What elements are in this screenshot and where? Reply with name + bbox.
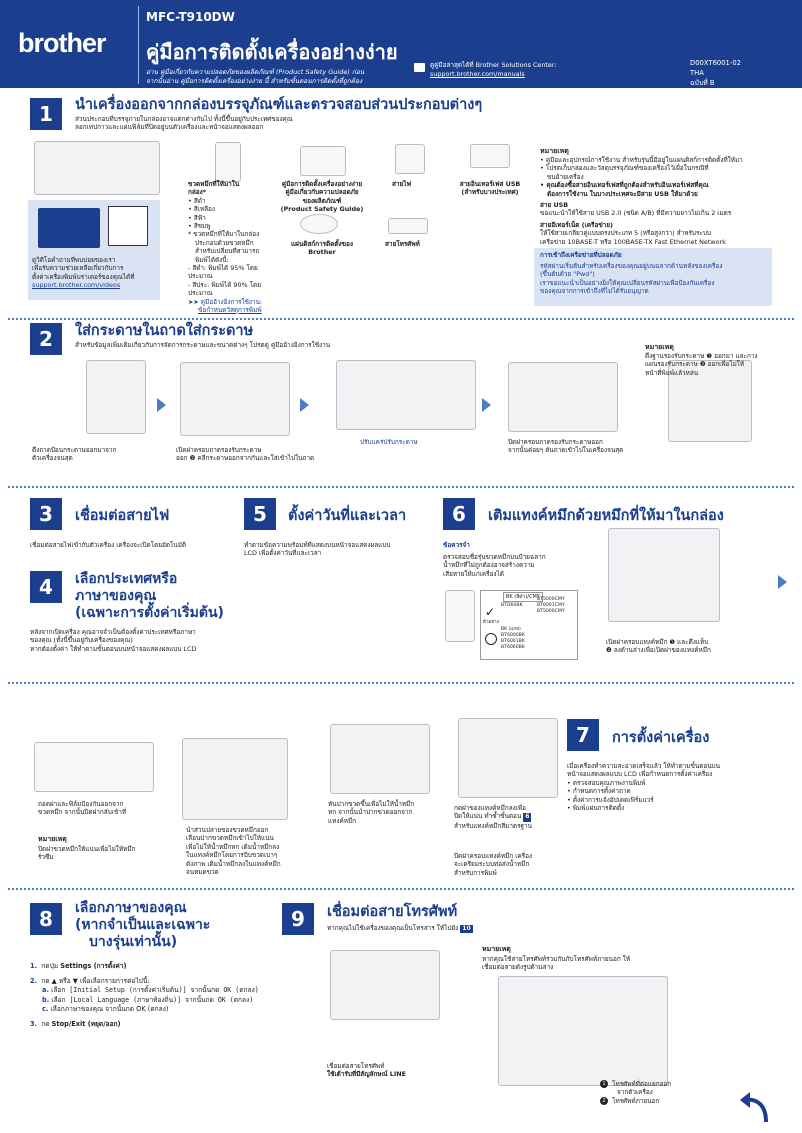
note-b3: • คุณต้องซื้อสายอินเทอร์เฟสที่ถูกต้องสำหรับอินเทอร์เฟสที่คุณ [540, 181, 709, 190]
step-9-desc [327, 924, 473, 933]
doc-version: ฉบับที่ B [690, 79, 715, 87]
ink-note-title: หมายเหตุ [38, 835, 67, 843]
step-9-title: เชื่อมต่อสายโทรศัพท์ [327, 904, 458, 920]
book-icon [414, 63, 425, 72]
ink-title-l1: ขวดหมึกที่ให้มาใน [188, 180, 240, 188]
step-4-number: 4 [30, 571, 62, 603]
ink-item-cyan: สีฟ้า [193, 213, 206, 222]
ink-item-magenta: สีชมพู [193, 222, 211, 231]
ink-cap2-l5: ดังภาพ เติมน้ำหมึกลงในแทงค์หมึก [186, 859, 281, 868]
legend-2 [600, 1097, 671, 1105]
power-cord-label: สายไฟ [392, 180, 411, 188]
ink-cap3-l2: หก จากนั้นนำปากขวดออกจาก [328, 808, 413, 817]
usb-label [455, 180, 525, 197]
phone-cord-label: สายโทรศัพท์ [385, 240, 420, 248]
printer-image [34, 141, 160, 195]
step-9-legend [600, 1080, 671, 1105]
page-title: คู่มือการติดตั้งเครื่องอย่างง่าย [146, 40, 398, 64]
arrow-right-icon [300, 398, 309, 412]
s4-desc-l1: หลังจากเปิดเครื่อง คุณอาจจำเป็นต้องตั้งค่าประเทศหรือภาษา [30, 628, 196, 636]
video-text [32, 256, 134, 290]
s9-desc-text: หากคุณไม่ใช้เครื่องของคุณเป็นโทรสาร ให้ไปยัง [327, 924, 459, 932]
note-b2-text: โปรดเก็บกล่องและวัสดุบรรจุภัณฑ์ของเครื่องไว้เผื่อในกรณีที่ [545, 164, 709, 173]
step-2-note-title: หมายเหตุ [645, 343, 674, 351]
ink-cap3-l3: แทงค์หมึก [328, 816, 357, 825]
phone-cord-image [388, 218, 428, 234]
usb-text: ขอแนะนำให้ใช้สาย USB 2.0 (ชนิด A/B) ที่มีความยาวไม่เกิน 2 เมตร [540, 209, 732, 218]
video-l1: ดูวิดีโอคำถามที่พบบ่อยของเรา [32, 256, 116, 264]
cap2-l1: เปิดฝาครอบถาดรองรับกระดาษ [176, 446, 262, 454]
guide-l4: (Product Safety Guide) [280, 205, 364, 214]
turn-page-arrow-icon[interactable] [736, 1090, 772, 1126]
ink-cap2-l1: นำส่วนปลายของขวดหมึกออก [186, 826, 269, 834]
ink-note-l1: * ขวดหมึกที่ให้มาในกล่อง [188, 230, 260, 239]
caution-l1: ตรวจสอบชื่อรุ่นขวดหมึกบนป้ายฉลาก [443, 553, 546, 561]
step-8-number: 8 [30, 903, 62, 935]
ink-note-l1: ปิดฝาขวดหมึกให้แน่นเพื่อไม่ให้หมึก [38, 845, 136, 853]
secure-heading: การเข้าถึงเครือข่ายที่ปลอดภัย [540, 251, 622, 259]
s8-step2a [30, 986, 259, 996]
s8-step1-a: กดปุ่ม [41, 962, 61, 970]
doc-info [690, 58, 741, 88]
eth-text-l2: เครือข่าย 10BASE-T หรือ 100BASE-TX Fast Ethernet Network [540, 237, 726, 246]
step-3-desc: เชื่อมต่อสายไฟเข้ากับตัวเครื่อง เครื่องจะเปิดโดยอัตโนมัติ [30, 541, 187, 549]
ink-bottle-label-image [445, 590, 475, 642]
s8-step1 [30, 962, 259, 972]
disc-image [300, 214, 338, 234]
s4-desc-l2: ของคุณ (ทั้งนี้ขึ้นอยู่กับเครื่องของคุณ) [30, 636, 133, 645]
ink-caption-1 [38, 800, 126, 817]
cap1-l1: ดึงถาดป้อนกระดาษออกมาจาก [32, 446, 117, 454]
step-1-note-title: หมายเหตุ [540, 147, 569, 155]
header-divider [138, 6, 139, 84]
subtitle-line-2: จากนั้นอ่าน คู่มือการติดตั้งเครื่องอย่างง่าย นี้ สำหรับขั้นตอนการติดตั้งที่ถูกต้อง [146, 77, 363, 85]
step-2-number: 2 [30, 323, 62, 355]
settings-button-label: Settings (การตั้งค่า) [60, 962, 127, 970]
s2-note-l2: แผ่นรองรับกระดาษ ❷ ออกเพื่อไม่ให้ [645, 360, 745, 369]
step-1-desc [75, 115, 293, 132]
s8-step2-n: 2. [30, 976, 38, 985]
shared-line-image [498, 976, 668, 1086]
caution-l2: น้ำหมึกที่ไม่ถูกต้องอาจสร้างความ [443, 561, 535, 570]
ink-note-l2: ประกอบด้วยขวดหมึก [195, 238, 254, 247]
usb-l2: (สำหรับบางประเทศ) [461, 188, 519, 197]
s8-step2-text: กด ▲ หรือ ▼ เพื่อเลือกรายการต่อไปนี้: [41, 976, 150, 985]
goto-step-badge[interactable]: 10 [462, 925, 471, 932]
ink-cap4-l2 [454, 812, 532, 821]
arrow-right-icon [778, 575, 787, 589]
step-6-image [608, 528, 720, 622]
check-icon: ✓ [485, 605, 496, 619]
caution-text [443, 553, 546, 578]
divider [8, 318, 794, 320]
s5-desc-l1: ทำตามข้อความพร้อมท์ที่แสดงบนหน้าจอแสดงผลแบบ [244, 541, 391, 549]
usb-cable-image [470, 144, 510, 168]
s9-cap-l2: ใช้เต้ารับที่มีสัญลักษณ์ LINE [327, 1070, 406, 1079]
step-1-desc-l1: ส่วนประกอบที่บรรจุภายในกล่องอาจแตกต่างกันไป ทั้งนี้ขึ้นอยู่กับประเทศของคุณ [75, 115, 293, 123]
eth-heading: สายอีเทอร์เน็ต (เครือข่าย) [540, 220, 613, 229]
secure-text [540, 262, 722, 296]
ok-code-4: BT5000CMY [537, 609, 565, 614]
label-example: ตัวอย่าง [483, 620, 499, 625]
secure-l2: (ขึ้นต้นด้วย "Pwd") [540, 270, 595, 279]
s8-title-l2: (หากจำเป็นและเฉพาะ [75, 917, 211, 933]
ink-remove-image [330, 724, 430, 794]
ink-caption-3 [328, 800, 414, 825]
s7-item-2: กำหนดการตั้งค่าถาด [572, 787, 631, 796]
s4-title-l1: เลือกประเทศหรือ [75, 571, 178, 587]
s7-item-4: พิมพ์แผ่นการติดตั้ง [572, 804, 625, 813]
ok-code-2: BT5000CMY [537, 597, 565, 602]
video-link[interactable]: support.brother.com/videos [32, 281, 121, 290]
ink-note-l3: สำหรับเปลี่ยนที่สามารถ [195, 247, 260, 256]
ink-caption-2 [186, 826, 281, 876]
power-cord-image [395, 144, 425, 174]
s7-item: • ตั้งค่าการแจ้งอัปเดตเฟิร์มแวร์ [567, 795, 654, 804]
step-2-title: ใส่กระดาษในถาดใส่กระดาษ [75, 323, 254, 339]
s8-title-l3: บางรุ่นเท่านั้น) [89, 934, 178, 950]
s8-title-l1: เลือกภาษาของคุณ [75, 900, 187, 916]
step-4-title [75, 571, 224, 622]
s7-desc-l1: เมื่อเครื่องทำความสะอาดเสร็จแล้ว ให้ทำตามขั้นตอนบน [567, 762, 720, 770]
s4-title-l3: (เฉพาะการตั้งค่าเริ่มต้น) [75, 605, 224, 621]
ink-reference: ➤➤ คู่มืออ้างอิงการใช้งาน: [188, 297, 263, 306]
s7-desc-l2: หน้าจอแสดงผลแบบ LCD เพื่อกำหนดการตั้งค่าเครื่อง [567, 770, 713, 779]
s8-c-label: c. [42, 1005, 49, 1014]
secure-l3: เราขอแนะนำเป็นอย่างยิ่งให้คุณเปลี่ยนรหัสผ่านเพื่อป้องกันเครื่อง [540, 278, 715, 287]
s8-c-text: เลือกภาษาของคุณ จากนั้นกด OK (ตกลง) [50, 1005, 169, 1014]
cap1-l2: ตัวเครื่องจนสุด [32, 454, 73, 463]
step-1-notes [540, 156, 770, 246]
divider [8, 682, 794, 684]
label-ok-codes [501, 603, 523, 609]
note-b1-text: คู่มือและอุปกรณ์การใช้งาน สำหรับรุ่นนี้มีอยู่ในแผ่นดิสก์การติดตั้งที่ให้มา [545, 156, 743, 164]
s8-step3-a: กด [41, 1019, 52, 1028]
caution-heading: ข้อควรจำ [443, 541, 470, 549]
eth-text-l1: ให้ใช้สายเกลียวคู่แบบตรงประเภท 5 (หรือสูงกว่า) สำหรับระบบ [540, 229, 711, 238]
disc-l2: Brother [308, 248, 336, 257]
arrow-right-icon [157, 398, 166, 412]
prohibited-icon [485, 633, 497, 645]
step-6-number: 6 [443, 498, 475, 530]
step-9-note-title: หมายเหตุ [482, 945, 511, 953]
phone-line-image [330, 950, 440, 1020]
cap4-l2: จากนั้นค่อยๆ ดันถาดเข้าไปในเครื่องจนสุด [508, 446, 624, 455]
ink-item: • สีเหลือง [188, 205, 215, 214]
label-ng-codes [501, 627, 525, 651]
guide-l3: ของผลิตภัณฑ์ [302, 196, 342, 205]
ink-cap-close-image [458, 718, 558, 798]
video-icon[interactable] [38, 208, 100, 248]
step-9-note [482, 955, 630, 972]
note-b1: • คู่มือและอุปกรณ์การใช้งาน สำหรับรุ่นนี้มีอยู่ในแผ่นดิสก์การติดตั้งที่ให้มา [540, 156, 743, 164]
solutions-text: ดูคู่มือล่าสุดได้ที่ Brother Solutions Center: [430, 61, 557, 69]
step-2-desc: สำหรับข้อมูลเพิ่มเติมเกี่ยวกับการจัดการกระดาษและขนาดต่างๆ โปรดดู คู่มืออ้างอิงการใช้งาน [75, 341, 331, 349]
step-2-image-2 [180, 362, 290, 436]
solutions-center [430, 61, 557, 79]
s6-cap-l1: เปิดฝาครอบแทงค์หมึก ❶ และดึงแท็บ [606, 638, 709, 646]
s2-note-l3: หน้าที่พิมพ์แล้วหล่น [645, 368, 699, 377]
s5-desc-l2: LCD เพื่อตั้งค่าวันที่และเวลา [244, 549, 322, 558]
s9-note-l2: เชื่อมต่อสายดังรูปด้านล่าง [482, 963, 554, 972]
note-b3-text: คุณต้องซื้อสายอินเทอร์เฟสที่ถูกต้องสำหรับอินเทอร์เฟสที่คุณ [546, 181, 709, 190]
arrow-right-icon [482, 398, 491, 412]
step-7-title: การตั้งค่าเครื่อง [612, 730, 710, 746]
s7-item-3: ตั้งค่าการแจ้งอัปเดตเฟิร์มแวร์ [572, 795, 654, 804]
s6-cap-l2: ❷ ลงด้านล่างเพื่อเปิดฝาของแทงค์หมึก [606, 646, 711, 655]
brand-logo: brother [18, 28, 106, 58]
s9-cap-l1: เชื่อมต่อสายโทรศัพท์ [327, 1062, 385, 1070]
ink-list [188, 180, 278, 315]
label-ok-header: BK (สีดำ)/CMY [503, 592, 543, 602]
note-b3-l2: ต้องการใช้งาน ในบางประเทศจะมีสาย USB ให้มาด้วย [547, 189, 698, 198]
ink-item-yellow: สีเหลือง [193, 205, 215, 214]
ink-caption-4 [454, 804, 532, 830]
disc-l1: แผ่นดิสก์การติดตั้งของ [291, 240, 353, 248]
model-name: MFC-T910DW [146, 10, 235, 24]
step-2-caption-4 [508, 438, 623, 455]
s8-b-text: เลือก [Local Language (ภาษาท้องถิ่น)] จากนั้นกด OK (ตกลง) [51, 995, 254, 1004]
qr-code-icon[interactable] [108, 206, 148, 246]
s8-step2 [30, 977, 259, 987]
s7-item: • กำหนดการตั้งค่าถาด [567, 787, 631, 796]
step-1-desc-l2: ลอกเทปกาวและแผ่นฟิล์มที่ปิดอยู่บนตัวเครื่องและหน้าจอแสดงผลออก [75, 123, 264, 132]
step-7-desc [567, 762, 720, 812]
guide-l2: คู่มือเกี่ยวกับความปลอดภัย [285, 188, 359, 197]
video-l3: ตั้งค่าเครื่องพิมพ์บราเดอร์ของคุณได้ที่ [32, 272, 135, 281]
step-3-title: เชื่อมต่อสายไฟ [75, 508, 170, 524]
s8-a-text: เลือก [Initial Setup (การตั้งค่าเริ่มต้น)] จากนั้นกด OK (ตกลง) [51, 986, 259, 995]
ink-cap5-l2: จะเตรียมระบบท่อส่งน้ำหมึก [454, 860, 530, 869]
ink-cap1-l1: ถอดฝาและฟิล์มป้องกันออกจาก [38, 800, 124, 808]
ng-code-2: BT6001BK [501, 639, 525, 644]
divider [8, 486, 794, 488]
s7-item-1: ตรวจสอบคุณภาพงานพิมพ์ [572, 778, 646, 787]
secure-access-box [534, 248, 772, 306]
s9-note-l1: หากคุณใช้สายโทรศัพท์ร่วมกันกับโทรศัพท์ภายนอก ให้ [482, 955, 631, 963]
ink-caption-5 [454, 852, 532, 877]
s8-a-label: a. [42, 986, 49, 995]
ink-item: • สีดำ [188, 196, 206, 205]
s4-title-l2: ภาษาของคุณ [75, 588, 157, 604]
header-bar [0, 0, 802, 88]
step-3-number: 3 [30, 498, 62, 530]
ink-cap2-l4: ในแทงค์หมึกโดยการบีบขวดเบาๆ [186, 851, 278, 860]
s7-item: • พิมพ์แผ่นการติดตั้ง [567, 804, 625, 813]
s8-b-label: b. [42, 995, 50, 1004]
ink-cap4-l1: กดฝาของแทงค์หมึกลงเพื่อ [454, 804, 526, 812]
guide-label [272, 180, 372, 214]
ng-header: BK (แกล) [501, 627, 521, 632]
s7-item: • ตรวจสอบคุณภาพงานพิมพ์ [567, 778, 646, 787]
step-2-image-3 [336, 360, 476, 430]
note-b2: • โปรดเก็บกล่องและวัสดุบรรจุภัณฑ์ของเครื่องไว้เผื่อในกรณีที่ [540, 164, 709, 173]
step-9-caption [327, 1062, 406, 1079]
callout-2-icon: 2 [600, 1097, 608, 1105]
step-2-caption-1 [32, 446, 116, 463]
cap4-l1: ปิดฝาครอบถาดรองรับกระดาษออก [508, 438, 603, 446]
ink-cap5-l3: สำหรับการพิมพ์ [454, 868, 497, 877]
s8-step3-n: 3. [30, 1019, 38, 1028]
subtitle-line-1: อ่าน คู่มือเกี่ยวกับความปลอดภัยของผลิตภัณฑ์ (Product Safety Guide) ก่อน [146, 68, 365, 76]
guide-booklet-image [300, 146, 346, 176]
step-6-caption [606, 638, 711, 655]
ink-cap4-text: ปิดให้แน่น ทำซ้ำขั้นตอน [454, 812, 522, 821]
ink-cap2-l2: เลื่อนปากขวดหมึกเข้าไปให้แน่น [186, 834, 274, 843]
secure-l4: ของคุณจากการเข้าถึงที่ไม่ได้รับอนุญาต [540, 287, 649, 296]
secure-l1: รหัสผ่านเริ่มต้นสำหรับเครื่องของคุณอยู่บนฉลากด้านหลังของเครื่อง [540, 262, 723, 270]
video-box [28, 200, 160, 300]
s8-step2c [30, 1005, 259, 1015]
step-ref-badge: 6 [525, 813, 530, 821]
ink-yield-black: - สีดำ: พิมพ์ได้ 95% โดยประมาณ [188, 264, 258, 281]
caution-l3: เสียหายให้แก่เครื่องได้ [443, 569, 504, 578]
step-2-note [645, 352, 758, 377]
step-9-number: 9 [282, 903, 314, 935]
ink-item: • สีชมพู [188, 222, 211, 231]
ink-bottles-image [34, 742, 154, 792]
cap2-l2: ออก ❷ คลี่กระดาษออกจากกันและใส่เข้าไปในถาด [176, 454, 315, 463]
ink-cap2-l6: จนหมดขวด [186, 868, 219, 877]
s8-step3 [30, 1020, 259, 1030]
step-2-caption-3: ปรับแคร่ปรับกระดาษ [360, 438, 418, 446]
usb-l1: สายอินเทอร์เฟส USB [459, 180, 521, 188]
ink-note-l2: รั่วซึม [38, 853, 54, 862]
step-2-image-1 [86, 360, 146, 434]
step-7-number: 7 [567, 719, 599, 751]
ink-cap5-l1: ปิดฝาครอบแทงค์หมึก เครื่อง [454, 852, 533, 860]
step-8-steps [30, 962, 259, 1030]
step-5-number: 5 [244, 498, 276, 530]
video-l2: เพื่อรับความช่วยเหลือเกี่ยวกับการ [32, 264, 124, 273]
step-2-caption-2 [176, 446, 314, 463]
step-5-desc [244, 541, 390, 558]
ink-label-compare [480, 590, 578, 660]
ink-cap2-l3: เพื่อไม่ให้น้ำหมึกหก เติมน้ำหมึกลง [186, 842, 280, 851]
ink-yield-color: - สีประ: พิมพ์ได้ 90% โดยประมาณ [188, 280, 261, 298]
legend-1-l2: จากตัวเครื่อง [617, 1088, 653, 1097]
ng-code-3: BT6060BK [501, 645, 525, 650]
legend-1-l1: โทรศัพท์ที่ต่อแยกออก [612, 1080, 672, 1088]
step-5-title: ตั้งค่าวันที่และเวลา [288, 508, 407, 524]
legend-2-text: โทรศัพท์ภายนอก [612, 1096, 660, 1105]
s8-step2b [30, 996, 259, 1006]
ink-cap1-l2: ขวดหมึก จากนั้นปิดฝากลับเข้าที่ [38, 808, 127, 817]
usb-heading: สาย USB [540, 201, 569, 210]
guide-l1: คู่มือการติดตั้งเครื่องอย่างง่าย [281, 180, 363, 188]
doc-lang: THA [690, 69, 704, 77]
solutions-link[interactable]: support.brother.com/manuals [430, 70, 525, 78]
disc-label [282, 240, 362, 257]
step-1-title: นำเครื่องออกจากกล่องบรรจุภัณฑ์และตรวจสอบส่วนประกอบต่างๆ [75, 97, 483, 113]
ink-item: • สีฟ้า [188, 213, 206, 222]
step-4-desc [30, 628, 196, 653]
ink-note-l4: พิมพ์ได้ดังนี้: [195, 255, 229, 264]
step-6-title: เติมแทงค์หมึกด้วยหมึกที่ให้มาในกล่อง [488, 508, 724, 524]
ok-code-3: BT6001CMY [537, 603, 565, 608]
step-1-number: 1 [30, 98, 62, 130]
s8-step1-n: 1. [30, 962, 38, 970]
ink-title-l2: กล่อง* [188, 188, 207, 197]
label-ok-codes-right [537, 597, 565, 615]
ink-cap3-l1: หันปากขวดขึ้นเพื่อไม่ให้น้ำหมึก [328, 800, 415, 808]
callout-1-icon: 1 [600, 1080, 608, 1088]
ng-code-1: BT6000BK [501, 633, 525, 638]
step-8-title [75, 900, 210, 951]
ok-code-1: BTD60BK [501, 603, 523, 608]
ink-fill-image [182, 738, 288, 820]
stop-exit-button-label: Stop/Exit (หยุด/ออก) [51, 1019, 121, 1028]
ink-cap4-l4: สำหรับแทงค์หมึกสีมาตรฐาน [454, 821, 532, 830]
ink-note [38, 845, 135, 862]
step-2-image-4 [508, 362, 618, 432]
ink-bottle-image [215, 142, 241, 182]
divider [8, 888, 794, 890]
doc-code: D00XT6001-02 [690, 59, 741, 67]
note-b2-l2: ขนย้ายเครื่อง [547, 172, 584, 181]
ink-reference-link[interactable]: ข้อกำหนดวัสดุการพิมพ์ [198, 306, 262, 315]
s2-note-l1: ดึงฐานรองรับกระดาษ ❶ ออกมา และกาง [645, 352, 758, 360]
header-subtitle [146, 68, 406, 86]
s4-desc-l3: หากต้องตั้งค่า ให้ทำตามขั้นตอนบนหน้าจอแสดงผลแบบ LCD [30, 644, 197, 653]
ink-item-black: สีดำ [193, 196, 206, 205]
